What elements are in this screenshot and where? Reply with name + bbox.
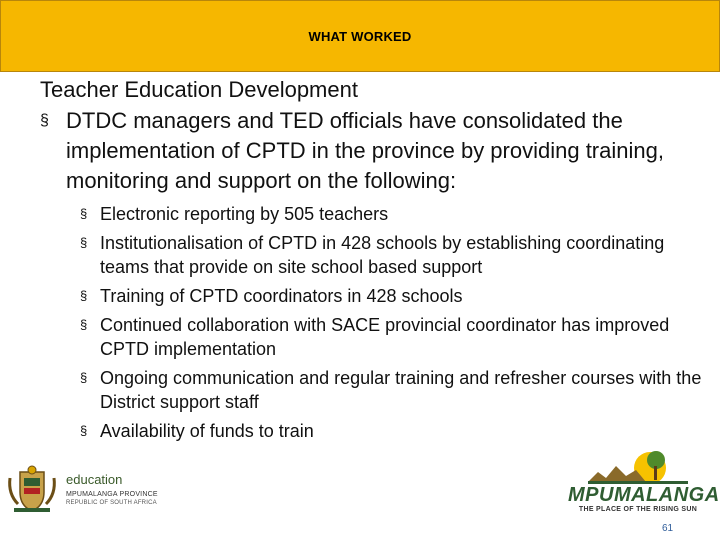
bullet-marker: §	[80, 288, 88, 303]
coat-of-arms-icon	[6, 464, 58, 514]
sub-bullet-text: Ongoing communication and regular training and refresher courses with the District support staff	[100, 368, 702, 412]
rising-sun-icon	[588, 448, 688, 484]
education-logo-country: REPUBLIC OF SOUTH AFRICA	[66, 500, 157, 506]
banner-title: WHAT WORKED	[308, 28, 412, 44]
education-logo	[6, 462, 166, 514]
sub-bullet-text: Availability of funds to train	[100, 421, 314, 441]
sub-bullet	[80, 231, 710, 279]
mpumalanga-logo	[568, 448, 720, 518]
mpumalanga-tagline: THE PLACE OF THE RISING SUN	[578, 506, 698, 513]
sub-bullet	[80, 366, 710, 414]
education-logo-word: education	[66, 472, 123, 487]
main-bullet-text: DTDC managers and TED officials have consolidated the implementation of CPTD in the province by providing training, monitoring and support on the following:	[66, 108, 664, 193]
bullet-marker: §	[80, 423, 88, 438]
education-logo-province: MPUMALANGA PROVINCE	[66, 491, 158, 498]
sub-bullet-list	[80, 202, 710, 443]
slide-content	[40, 76, 710, 448]
sub-bullet	[80, 284, 710, 308]
section-heading: Teacher Education Development	[40, 77, 358, 102]
sub-bullet-text: Electronic reporting by 505 teachers	[100, 204, 389, 224]
sub-bullet	[80, 202, 710, 226]
bullet-marker: §	[40, 112, 49, 129]
page-number: 61	[662, 523, 674, 534]
bullet-marker: §	[80, 206, 88, 221]
sub-bullet-text: Institutionalisation of CPTD in 428 schools by establishing coordinating teams that provide on site school based support	[100, 233, 665, 277]
title-banner	[0, 0, 720, 72]
bullet-marker: §	[80, 317, 88, 332]
sub-bullet	[80, 419, 710, 443]
sub-bullet	[80, 313, 710, 361]
bullet-marker: §	[80, 370, 88, 385]
bullet-marker: §	[80, 235, 88, 250]
main-bullet	[40, 106, 710, 196]
sub-bullet-text: Continued collaboration with SACE provincial coordinator has improved CPTD implementation	[100, 315, 670, 359]
sub-bullet-text: Training of CPTD coordinators in 428 schools	[100, 286, 463, 306]
mpumalanga-title: MPUMALANGA	[568, 484, 720, 506]
